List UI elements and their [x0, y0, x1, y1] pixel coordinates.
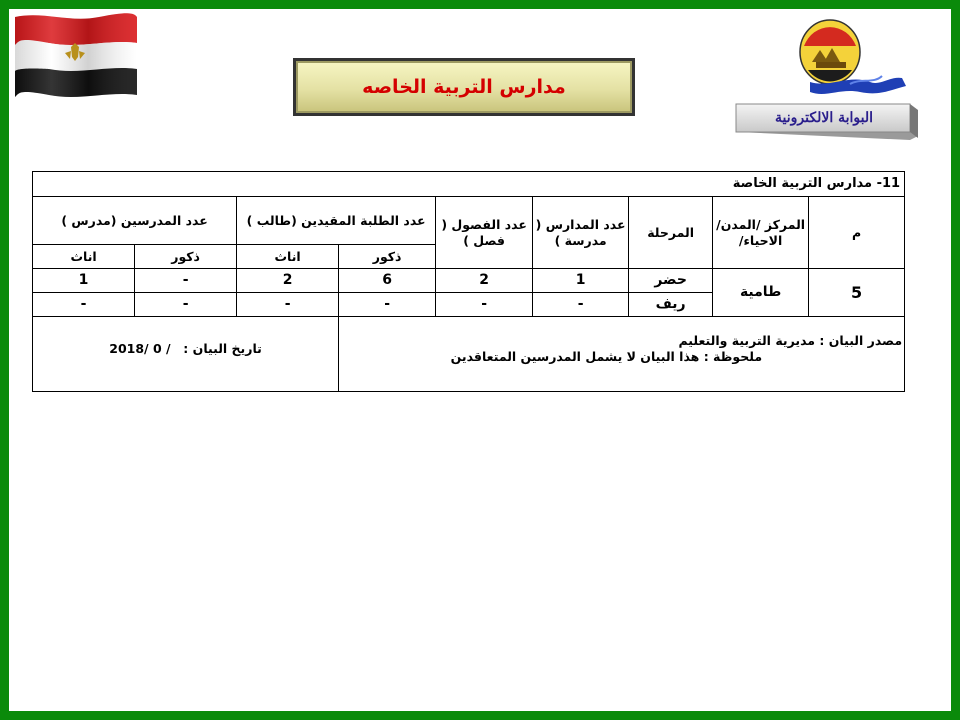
- date-cell: [33, 317, 339, 392]
- row-classes: -: [436, 293, 533, 317]
- portal-label: البوابة الالكترونية: [775, 110, 873, 126]
- header-classes: عدد الفصول ( فصل ): [436, 197, 533, 269]
- table-row: [33, 269, 905, 293]
- egypt-flag-icon: [9, 9, 139, 101]
- header-teachers: عدد المدرسين (مدرس ): [33, 197, 237, 245]
- row-stage: حضر: [629, 269, 713, 293]
- row-stage: ريف: [629, 293, 713, 317]
- header-students: عدد الطلبة المقيدين (طالب ): [237, 197, 436, 245]
- row-teachers-female: -: [33, 293, 135, 317]
- source-text: مصدر البيان : مديرية التربية والتعليم: [678, 333, 903, 348]
- header-schools: عدد المدارس ( مدرسة ): [533, 197, 629, 269]
- row-index: 5: [809, 269, 905, 317]
- header-stage: المرحلة: [629, 197, 713, 269]
- row-schools: -: [533, 293, 629, 317]
- row-teachers-male: -: [135, 293, 237, 317]
- row-center: طامية: [713, 269, 809, 317]
- date-label: تاريخ البيان :: [183, 341, 262, 356]
- header-center: المركز /المدن/الاحياء/: [713, 197, 809, 269]
- governorate-logo-icon: [790, 12, 910, 112]
- row-teachers-female: 1: [33, 269, 135, 293]
- note-text: ملحوظة : هذا البيان لا يشمل المدرسين المتعاقدين: [450, 348, 763, 364]
- header-teachers-male: ذكور: [135, 245, 237, 269]
- row-students-female: -: [237, 293, 339, 317]
- special-education-table: [32, 171, 905, 392]
- page-title: مدارس التربية الخاصه: [362, 76, 566, 98]
- row-students-male: -: [339, 293, 436, 317]
- row-students-female: 2: [237, 269, 339, 293]
- table-caption: 11- مدارس التربية الخاصة: [33, 172, 905, 197]
- header-students-male: ذكور: [339, 245, 436, 269]
- source-cell: [339, 317, 905, 392]
- date-value: 2018/ 0 /: [109, 341, 171, 356]
- header-teachers-female: اناث: [33, 245, 135, 269]
- row-teachers-male: -: [135, 269, 237, 293]
- row-students-male: 6: [339, 269, 436, 293]
- header-index: م: [809, 197, 905, 269]
- title-box: [293, 58, 635, 116]
- row-classes: 2: [436, 269, 533, 293]
- header-students-female: اناث: [237, 245, 339, 269]
- row-schools: 1: [533, 269, 629, 293]
